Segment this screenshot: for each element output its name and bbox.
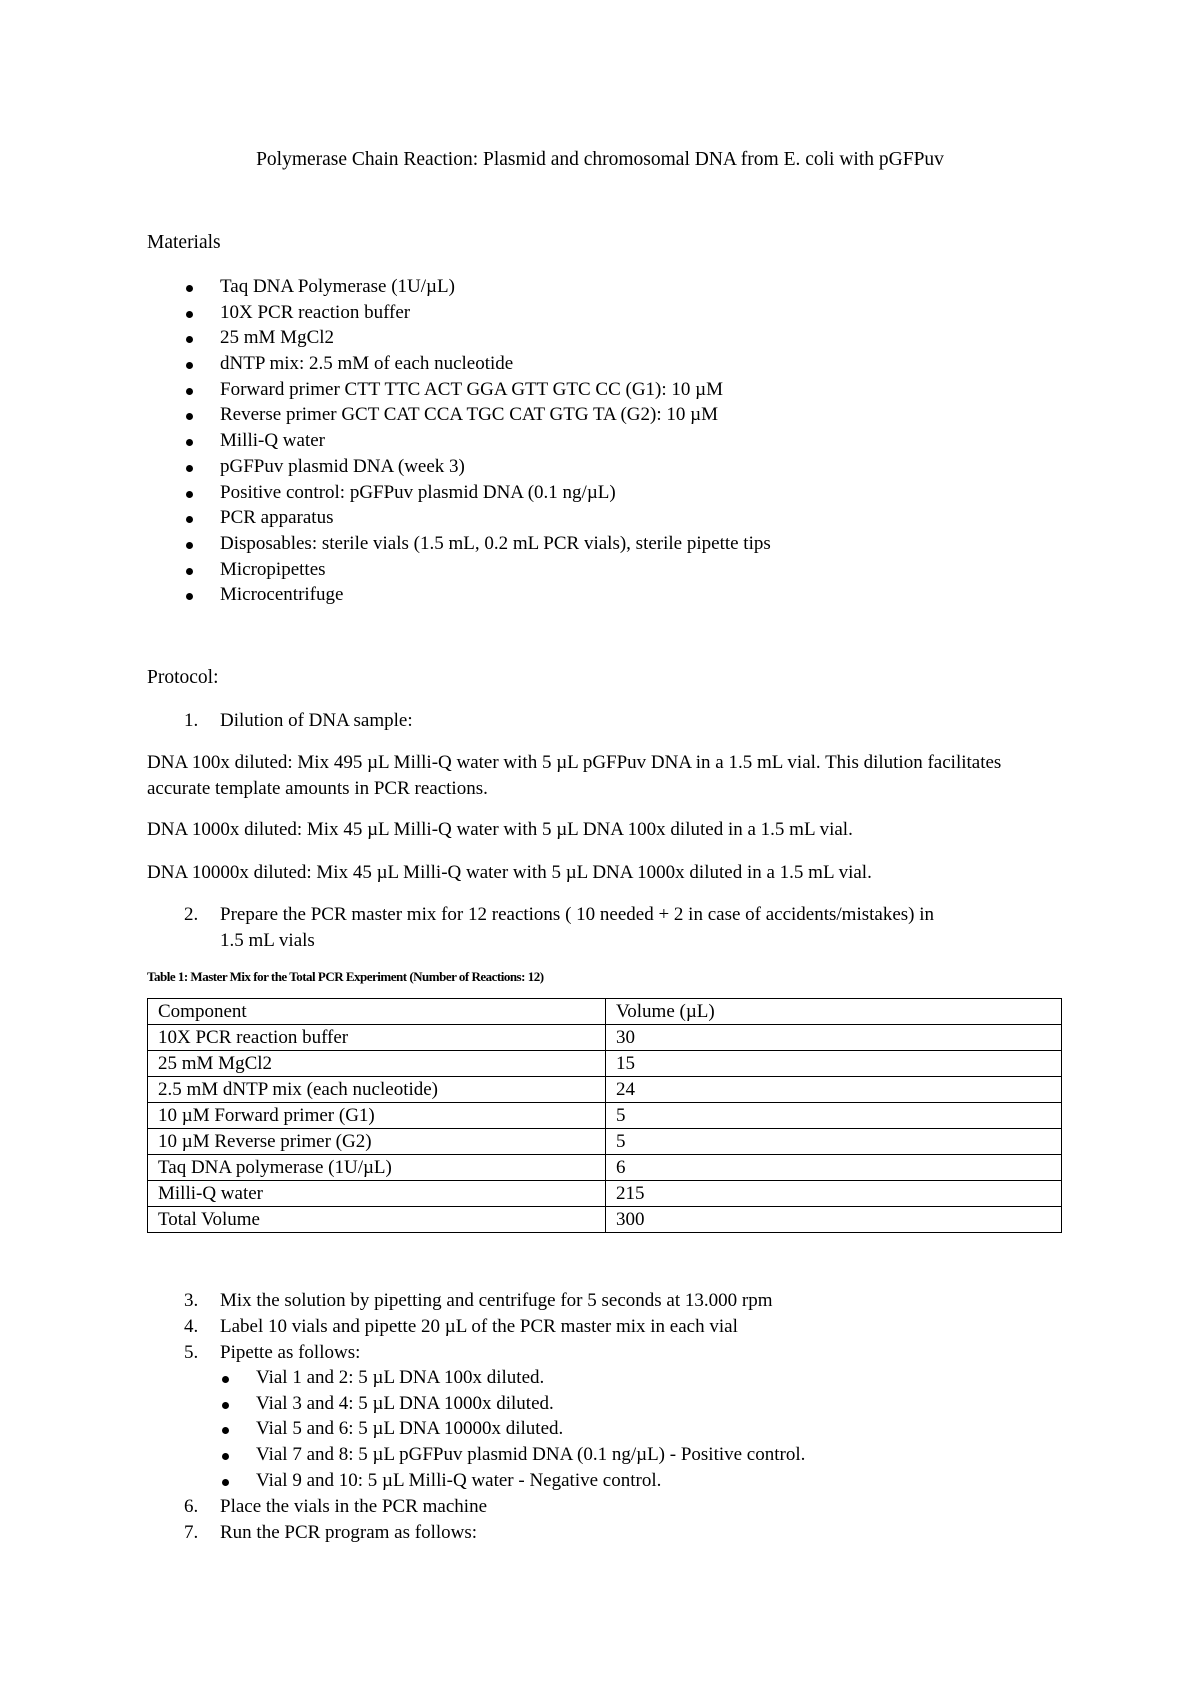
table-row (148, 1207, 1062, 1233)
step-text: Dilution of DNA sample: (220, 710, 413, 731)
bullet-icon (186, 491, 193, 498)
step-number: 7. (184, 1522, 199, 1543)
protocol-step-4 (184, 1314, 738, 1340)
bullet-icon (186, 568, 193, 575)
bullet-icon (186, 311, 193, 318)
table-cell: Total Volume (148, 1207, 606, 1233)
table-row (148, 1025, 1062, 1051)
protocol-heading: Protocol: (147, 667, 219, 688)
table-cell: 2.5 mM dNTP mix (each nucleotide) (148, 1077, 606, 1103)
protocol-step-7 (184, 1520, 478, 1546)
bullet-icon (186, 388, 193, 395)
master-mix-table (147, 998, 1062, 1233)
step-number: 4. (184, 1316, 199, 1337)
table-row (148, 1051, 1062, 1077)
step-text-line-1: Prepare the PCR master mix for 12 reactions ( 10 needed + 2 in case of accidents/mistakes) in (220, 904, 935, 925)
table-cell: 10 µM Forward primer (G1) (148, 1103, 606, 1129)
protocol-step-3 (184, 1288, 773, 1314)
dilution-1000x-paragraph: DNA 1000x diluted: Mix 45 µL Milli-Q water with 5 µL DNA 100x diluted in a 1.5 mL vial. (147, 819, 853, 840)
step-text: Mix the solution by pipetting and centrifuge for 5 seconds at 13.000 rpm (220, 1290, 773, 1311)
bullet-icon (186, 336, 193, 343)
table-cell: 5 (606, 1129, 1062, 1155)
table-cell: 215 (606, 1181, 1062, 1207)
bullet-icon (186, 516, 193, 523)
bullet-icon (222, 1376, 229, 1383)
table-header-cell: Component (148, 999, 606, 1025)
table-row (148, 1103, 1062, 1129)
step-text-line-2: 1.5 mL vials (220, 930, 315, 951)
list-item: Forward primer CTT TTC ACT GGA GTT GTC CC (G1): 10 µM (220, 377, 771, 403)
list-item: Vial 9 and 10: 5 µL Milli-Q water - Negative control. (256, 1468, 805, 1494)
list-item: Vial 3 and 4: 5 µL DNA 1000x diluted. (256, 1391, 805, 1417)
protocol-step-2-continued (220, 928, 315, 954)
list-item: Vial 1 and 2: 5 µL DNA 100x diluted. (256, 1365, 805, 1391)
step-text: Place the vials in the PCR machine (220, 1496, 488, 1517)
protocol-step-6 (184, 1494, 488, 1520)
list-item: Disposables: sterile vials (1.5 mL, 0.2 mL PCR vials), sterile pipette tips (220, 531, 771, 557)
table-row (148, 1077, 1062, 1103)
table-cell: Milli-Q water (148, 1181, 606, 1207)
list-item: Positive control: pGFPuv plasmid DNA (0.1 ng/µL) (220, 480, 771, 506)
dilution-100x-paragraph: DNA 100x diluted: Mix 495 µL Milli-Q water with 5 µL pGFPuv DNA in a 1.5 mL vial. This dilution facilitates accurate template amounts in PCR reactions. (147, 752, 1002, 799)
materials-heading: Materials (147, 232, 221, 253)
step-number: 1. (184, 710, 199, 731)
list-item: Vial 7 and 8: 5 µL pGFPuv plasmid DNA (0.1 ng/µL) - Positive control. (256, 1442, 805, 1468)
step-text: Label 10 vials and pipette 20 µL of the PCR master mix in each vial (220, 1316, 738, 1337)
table-cell: 30 (606, 1025, 1062, 1051)
bullet-icon (186, 362, 193, 369)
list-item: Milli-Q water (220, 428, 771, 454)
table-cell: 24 (606, 1077, 1062, 1103)
table-header-cell: Volume (µL) (606, 999, 1062, 1025)
bullet-icon (222, 1453, 229, 1460)
protocol-step-1 (184, 708, 413, 734)
step-number: 5. (184, 1342, 199, 1363)
step-number: 2. (184, 904, 199, 925)
step-text: Run the PCR program as follows: (220, 1522, 478, 1543)
protocol-step-2 (184, 902, 935, 928)
table-caption: Table 1: Master Mix for the Total PCR Experiment (Number of Reactions: 12) (147, 969, 544, 984)
bullet-icon (186, 413, 193, 420)
materials-list (220, 274, 771, 608)
table-cell: 25 mM MgCl2 (148, 1051, 606, 1077)
table-row (148, 1155, 1062, 1181)
step-number: 3. (184, 1290, 199, 1311)
bullet-icon (222, 1402, 229, 1409)
table-cell: 10X PCR reaction buffer (148, 1025, 606, 1051)
list-item: Reverse primer GCT CAT CCA TGC CAT GTG TA (G2): 10 µM (220, 402, 771, 428)
list-item: Vial 5 and 6: 5 µL DNA 10000x diluted. (256, 1416, 805, 1442)
table-cell: 10 µM Reverse primer (G2) (148, 1129, 606, 1155)
protocol-step-5 (184, 1340, 361, 1366)
list-item: 25 mM MgCl2 (220, 325, 771, 351)
list-item: Micropipettes (220, 557, 771, 583)
bullet-icon (222, 1427, 229, 1434)
table-row (148, 1129, 1062, 1155)
table-cell: 5 (606, 1103, 1062, 1129)
table-cell: Taq DNA polymerase (1U/µL) (148, 1155, 606, 1181)
table-header-row (148, 999, 1062, 1025)
bullet-icon (186, 465, 193, 472)
list-item: 10X PCR reaction buffer (220, 300, 771, 326)
table-cell: 6 (606, 1155, 1062, 1181)
dilution-10000x-paragraph: DNA 10000x diluted: Mix 45 µL Milli-Q water with 5 µL DNA 1000x diluted in a 1.5 mL vial. (147, 862, 872, 883)
list-item: dNTP mix: 2.5 mM of each nucleotide (220, 351, 771, 377)
list-item: Microcentrifuge (220, 582, 771, 608)
document-title: Polymerase Chain Reaction: Plasmid and chromosomal DNA from E. coli with pGFPuv (256, 149, 944, 170)
step-text: Pipette as follows: (220, 1342, 361, 1363)
bullet-icon (186, 542, 193, 549)
bullet-icon (186, 285, 193, 292)
table-cell: 300 (606, 1207, 1062, 1233)
list-item: Taq DNA Polymerase (1U/µL) (220, 274, 771, 300)
list-item: pGFPuv plasmid DNA (week 3) (220, 454, 771, 480)
list-item: PCR apparatus (220, 505, 771, 531)
pipette-list (256, 1365, 805, 1493)
bullet-icon (222, 1479, 229, 1486)
bullet-icon (186, 439, 193, 446)
table-row (148, 1181, 1062, 1207)
step-number: 6. (184, 1496, 199, 1517)
bullet-icon (186, 593, 193, 600)
table-cell: 15 (606, 1051, 1062, 1077)
